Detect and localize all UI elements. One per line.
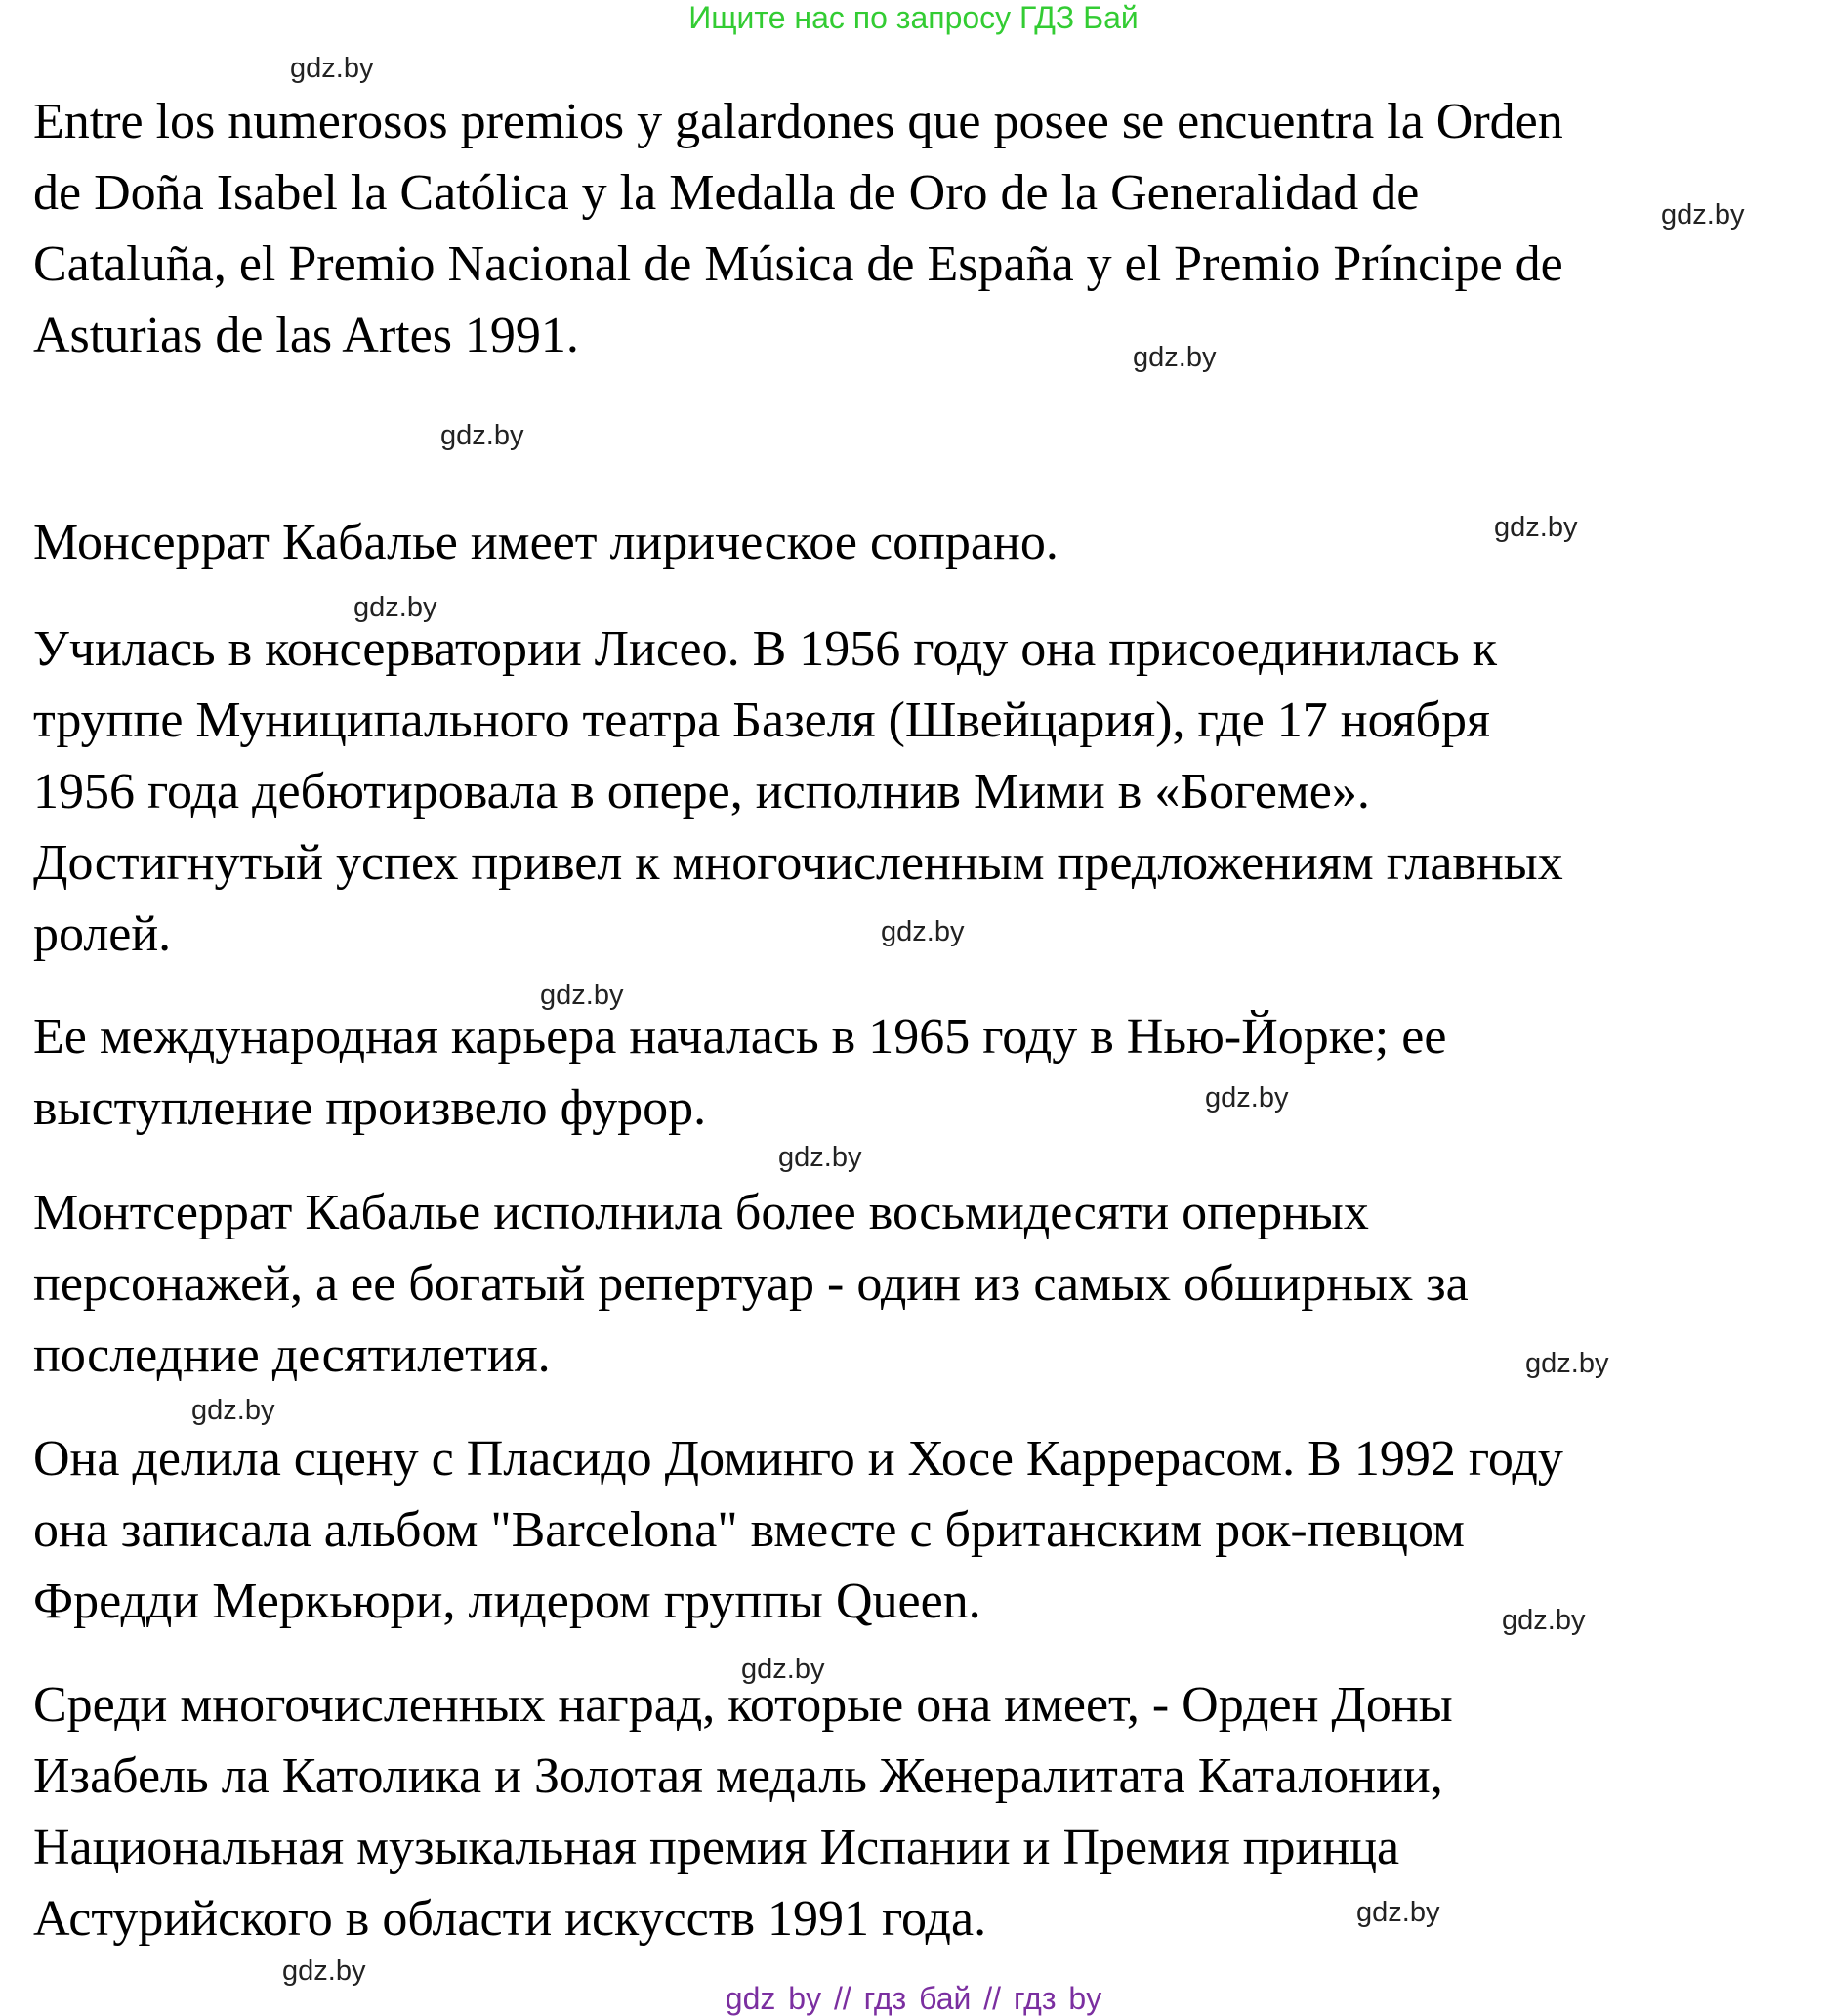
text-line: Asturias de las Artes 1991. [33,308,579,363]
watermark: gdz.by [1525,1348,1609,1379]
watermark: gdz.by [540,980,624,1011]
text-line: Училась в консерватории Лисео. В 1956 году она присоединилась к [33,621,1497,677]
paragraph-spanish-awards [33,86,1791,371]
text-line: Фредди Меркьюри, лидером группы Queen. [33,1574,981,1629]
paragraph-soprano [33,507,1791,578]
text-line: Астурийского в области искусств 1991 года. [33,1891,987,1947]
text-line: последние десятилетия. [33,1327,551,1383]
text-line: выступление произвело фурор. [33,1080,707,1136]
watermark: gdz.by [353,592,437,623]
watermark: gdz.by [1502,1605,1586,1636]
paragraph-barcelona-album [33,1423,1791,1637]
paragraph-international-career [33,1001,1791,1144]
watermark: gdz.by [440,420,524,451]
text-line: Монсеррат Кабалье имеет лирическое сопрано. [33,515,1059,570]
watermark: gdz.by [1494,512,1578,543]
watermark: gdz.by [1205,1082,1289,1113]
text-line: труппе Муниципального театра Базеля (Швейцария), где 17 ноября [33,693,1490,748]
text-line: ролей. [33,906,172,962]
text-line: Национальная музыкальная премия Испании и Премия принца [33,1820,1400,1875]
watermark: gdz.by [290,53,374,84]
text-line: персонажей, а ее богатый репертуар - один из самых обширных за [33,1256,1469,1312]
paragraph-studies [33,613,1791,970]
watermark: gdz.by [881,916,965,947]
text-line: Она делила сцену с Пласидо Доминго и Хосе Каррерасом. В 1992 году [33,1431,1563,1487]
watermark: gdz.by [1661,199,1745,231]
text-line: Среди многочисленных наград, которые она имеет, - Орден Доны [33,1677,1453,1733]
watermark: gdz.by [1133,342,1217,373]
watermark: gdz.by [1356,1897,1440,1928]
paragraph-repertoire [33,1177,1791,1391]
text-line: Entre los numerosos premios y galardones que posee se encuentra la Orden [33,94,1563,149]
text-line: Изабель ла Католика и Золотая медаль Женералитата Каталонии, [33,1748,1443,1804]
footer-links[interactable]: gdz by // гдз бай // гдз by [725,1981,1102,2016]
watermark: gdz.by [741,1654,825,1685]
text-line: Cataluña, el Premio Nacional de Música de España y el Premio Príncipe de [33,236,1563,292]
top-banner[interactable]: Ищите нас по запросу ГДЗ Бай [688,0,1139,35]
watermark: gdz.by [282,1955,366,1987]
text-line: Монтсеррат Кабалье исполнила более восьмидесяти оперных [33,1185,1369,1240]
watermark: gdz.by [191,1395,275,1426]
text-line: Ее международная карьера началась в 1965 году в Нью-Йорке; ее [33,1009,1447,1065]
text-line: 1956 года дебютировала в опере, исполнив Мими в «Богеме». [33,764,1370,819]
paragraph-russian-awards [33,1669,1791,1954]
text-line: она записала альбом "Barcelona" вместе с британским рок-певцом [33,1502,1465,1558]
text-line: Достигнутый успех привел к многочисленным предложениям главных [33,835,1563,891]
text-line: de Doña Isabel la Católica y la Medalla de Oro de la Generalidad de [33,165,1420,221]
watermark: gdz.by [778,1142,862,1173]
